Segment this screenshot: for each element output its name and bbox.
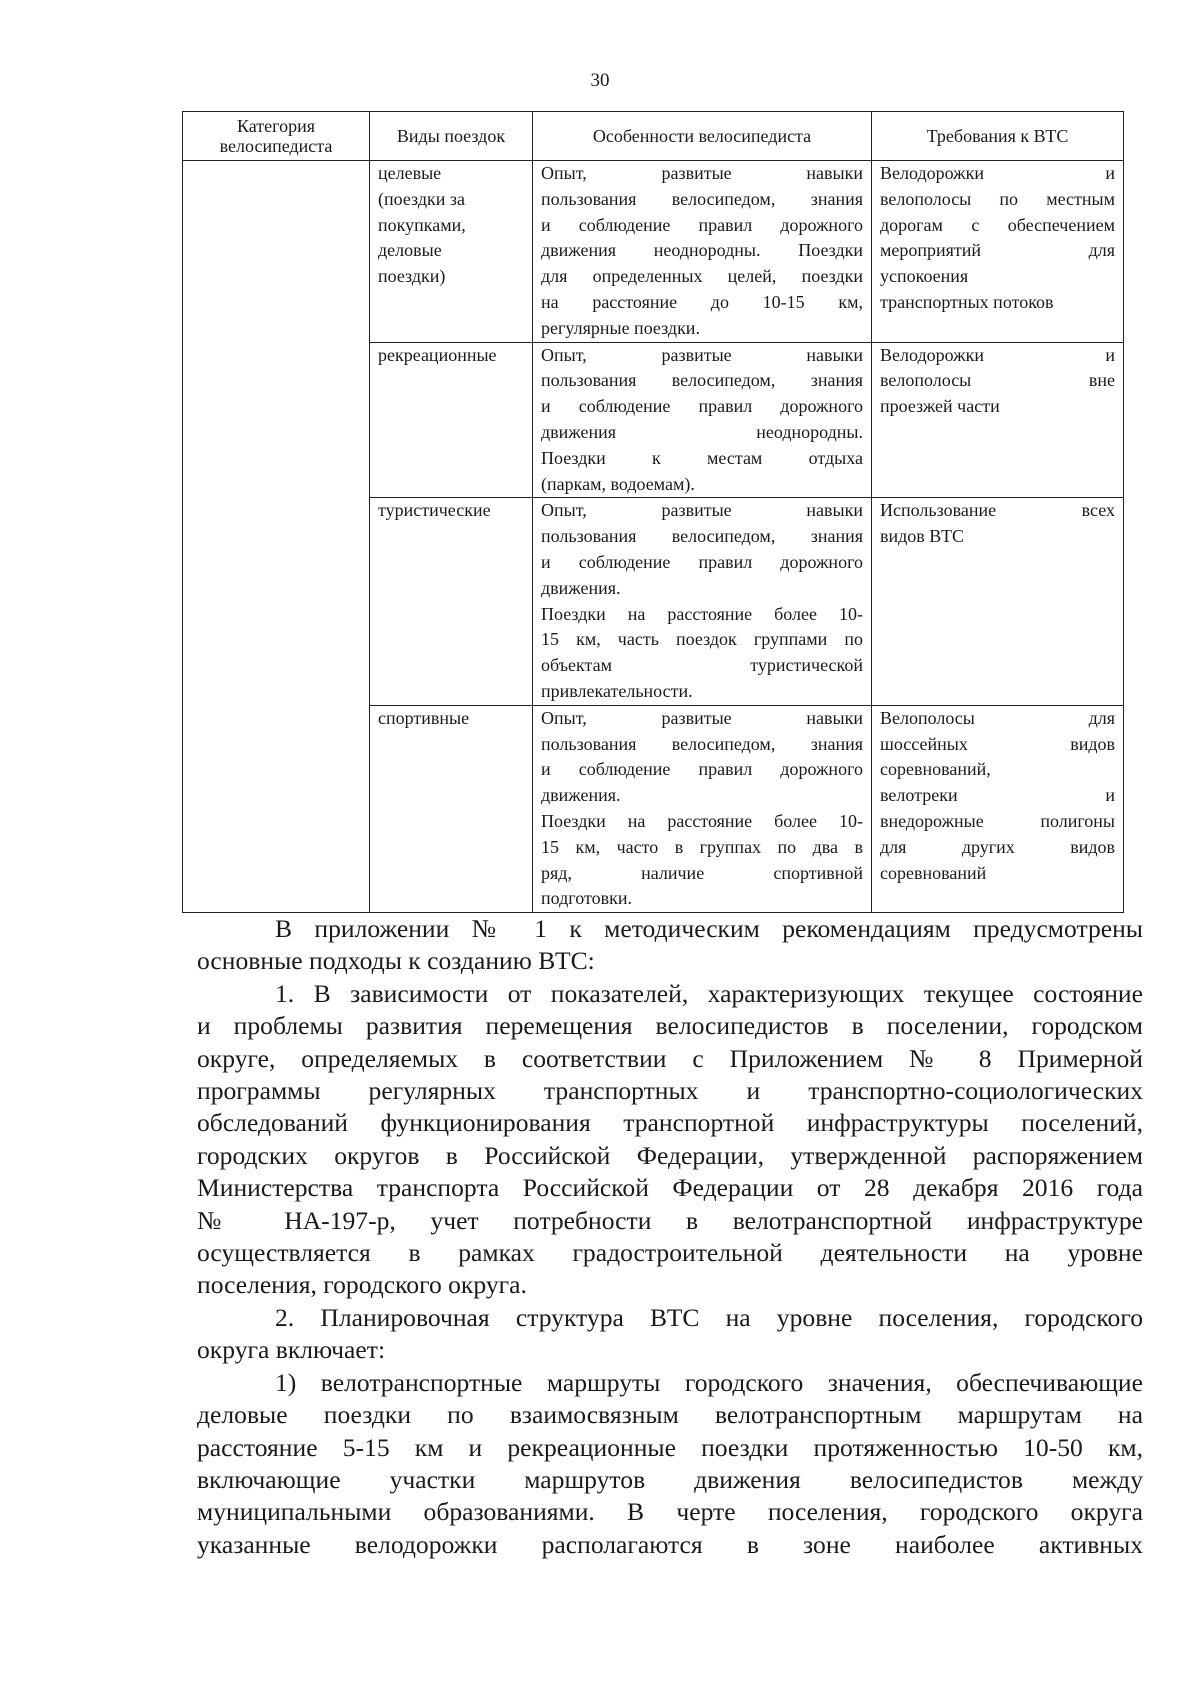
cell-trip-type	[370, 705, 533, 912]
header-cyclist-features: Особенности велосипедиста	[533, 112, 872, 161]
paragraph-line: Министерства транспорта Российской Федерации от 28 декабря 2016 года	[197, 1173, 1143, 1203]
trip-type-line: рекреационные	[378, 344, 497, 365]
cell-bts-requirements	[872, 498, 1124, 705]
features-line: привлекательности.	[541, 680, 693, 701]
header-trip-types: Виды поездок	[370, 112, 533, 161]
paragraph-line: осуществляется в рамках градостроительной деятельности на уровне	[197, 1238, 1143, 1268]
paragraph-line: 1. В зависимости от показателей, характеризующих текущее состояние	[275, 978, 1143, 1008]
page-number: 30	[590, 70, 610, 91]
requirements-line: мероприятий для	[880, 240, 1115, 261]
requirements-line: шоссейных видов	[880, 733, 1115, 754]
cell-trip-type	[370, 498, 533, 705]
features-line: объектам туристической	[541, 655, 863, 676]
paragraph-line: В приложении № 1 к методическим рекомендациям предусмотрены	[275, 914, 1143, 943]
requirements-line: велополосы вне	[880, 370, 1115, 391]
features-line: пользования велосипедом, знания	[541, 526, 863, 547]
paragraph-line: муниципальными образованиями. В черте поселения, городского округа	[197, 1497, 1143, 1527]
paragraph	[197, 913, 1143, 978]
requirements-line: проезжей части	[880, 396, 1000, 417]
requirements-line: Велодорожки и	[880, 344, 1115, 365]
requirements-line: соревнований	[880, 862, 987, 883]
paragraph-line: округе, определяемых в соответствии с Приложением № 8 Примерной	[197, 1043, 1143, 1073]
requirements-line: Велодорожки и	[880, 163, 1115, 183]
requirements-line: велотреки и	[880, 785, 1115, 806]
features-line: и соблюдение правил дорожного	[541, 214, 863, 235]
features-line: Поездки на расстояние более 10-	[541, 603, 863, 624]
trip-type-line: деловые	[378, 240, 442, 261]
cell-trip-type	[370, 342, 533, 498]
trip-type-line: туристические	[378, 500, 491, 521]
cell-bts-requirements	[872, 705, 1124, 912]
paragraph-line: округа включает:	[197, 1335, 386, 1365]
features-line: движения.	[541, 785, 621, 806]
features-line: 15 км, часто в группах по два в	[541, 836, 863, 857]
cell-bts-requirements	[872, 342, 1124, 498]
features-line: подготовки.	[541, 888, 632, 909]
requirements-line: Велополосы для	[880, 707, 1115, 728]
features-line: движения.	[541, 577, 621, 598]
paragraph-line: поселения, городского округа.	[197, 1270, 527, 1300]
cell-cyclist-category	[183, 161, 370, 913]
cell-trip-type	[370, 161, 533, 343]
paragraph-line: 2. Планировочная структура ВТС на уровне поселения, городского	[275, 1302, 1143, 1332]
features-line: Опыт, развитые навыки	[541, 163, 863, 183]
features-line: ряд, наличие спортивной	[541, 862, 863, 883]
cell-cyclist-features	[533, 705, 872, 912]
cell-cyclist-features	[533, 161, 872, 343]
features-line: Опыт, развитые навыки	[541, 344, 863, 365]
features-line: и соблюдение правил дорожного	[541, 759, 863, 780]
table-row	[183, 161, 1124, 343]
paragraph-line: деловые поездки по взаимосвязным велотранспортным маршрутам на	[197, 1400, 1143, 1430]
features-line: (паркам, водоемам).	[541, 473, 695, 494]
paragraph	[197, 1302, 1143, 1367]
cell-bts-requirements	[872, 161, 1124, 343]
features-line: пользования велосипедом, знания	[541, 370, 863, 391]
header-cyclist-category: Категория велосипедиста	[183, 112, 370, 161]
cell-cyclist-features	[533, 342, 872, 498]
paragraph-line: обследований функционирования транспортной инфраструктуры поселений,	[197, 1108, 1143, 1138]
paragraph-line: указанные велодорожки располагаются в зоне наиболее активных	[197, 1529, 1143, 1559]
body-text	[197, 913, 1143, 1561]
requirements-line: транспортных потоков	[880, 291, 1054, 312]
paragraph-line: и проблемы развития перемещения велосипедистов в поселении, городском	[197, 1011, 1143, 1041]
requirements-line: велополосы по местным	[880, 188, 1115, 209]
trip-type-line: покупками,	[378, 214, 466, 235]
requirements-line: внедорожные полигоны	[880, 810, 1115, 831]
requirements-line: Использование всех	[880, 500, 1115, 521]
requirements-line: дорогам с обеспечением	[880, 214, 1115, 235]
features-line: движения неоднородны.	[541, 421, 863, 442]
features-line: регулярные поездки.	[541, 317, 700, 338]
paragraph-line: программы регулярных транспортных и транспортно-социологических	[197, 1076, 1143, 1106]
paragraph-line: основные подходы к созданию ВТС:	[197, 946, 595, 976]
features-line: Опыт, развитые навыки	[541, 500, 863, 521]
requirements-line: видов ВТС	[880, 526, 965, 547]
features-line: для определенных целей, поездки	[541, 266, 863, 287]
features-line: и соблюдение правил дорожного	[541, 551, 863, 572]
features-line: на расстояние до 10-15 км,	[541, 291, 863, 312]
paragraph-line: № НА-197-р, учет потребности в велотранспортной инфраструктуре	[197, 1205, 1143, 1235]
bicycle-requirements-table	[182, 111, 1124, 913]
paragraph	[197, 1367, 1143, 1561]
features-line: и соблюдение правил дорожного	[541, 396, 863, 417]
trip-type-line: поездки)	[378, 266, 446, 287]
header-bts-requirements: Требования к ВТС	[872, 112, 1124, 161]
table-header-row	[183, 112, 1124, 161]
paragraph-line: расстояние 5-15 км и рекреационные поездки протяженностью 10-50 км,	[197, 1432, 1143, 1462]
paragraph	[197, 978, 1143, 1302]
features-line: движения неоднородны. Поездки	[541, 240, 863, 261]
paragraph-line: включающие участки маршрутов движения велосипедистов между	[197, 1464, 1143, 1494]
requirements-line: соревнований,	[880, 759, 991, 780]
features-line: Поездки на расстояние более 10-	[541, 810, 863, 831]
trip-type-line: (поездки за	[378, 188, 465, 209]
features-line: Опыт, развитые навыки	[541, 707, 863, 728]
features-line: пользования велосипедом, знания	[541, 188, 863, 209]
cell-cyclist-features	[533, 498, 872, 705]
features-line: Поездки к местам отдыха	[541, 447, 863, 468]
features-line: 15 км, часть поездок группами по	[541, 629, 863, 650]
trip-type-line: спортивные	[378, 707, 470, 728]
requirements-line: для других видов	[880, 836, 1115, 857]
features-line: пользования велосипедом, знания	[541, 733, 863, 754]
requirements-line: успокоения	[880, 266, 969, 287]
paragraph-line: городских округов в Российской Федерации, утвержденной распоряжением	[197, 1140, 1143, 1170]
paragraph-line: 1) велотранспортные маршруты городского значения, обеспечивающие	[275, 1367, 1143, 1397]
trip-type-line: целевые	[378, 163, 442, 183]
